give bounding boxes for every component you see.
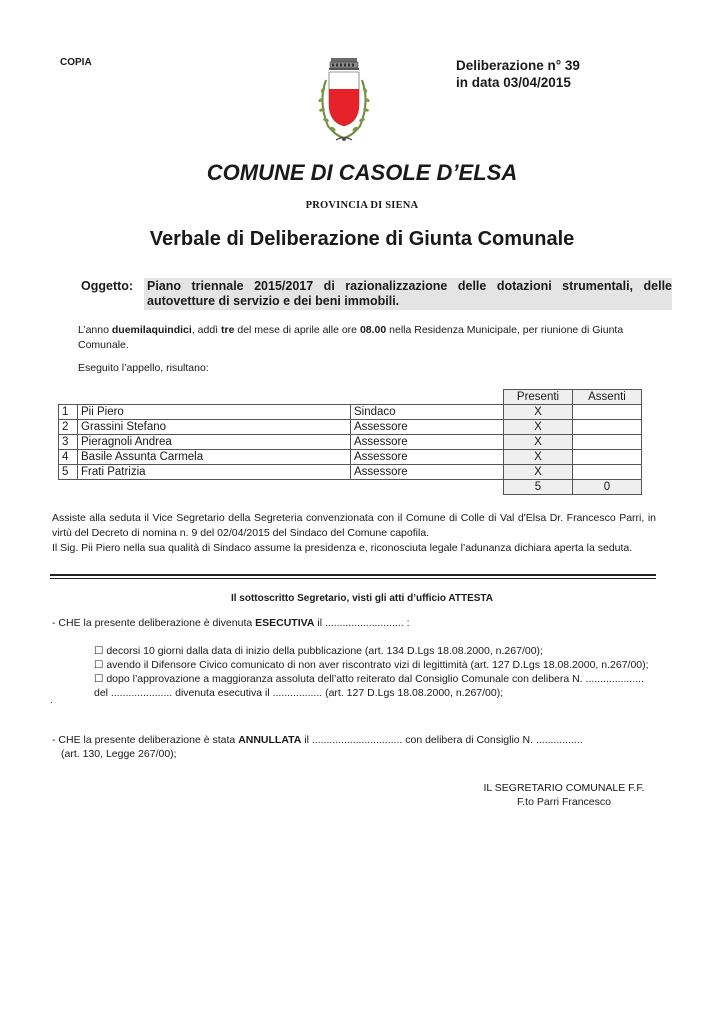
statement-text: il ........................... : [314, 617, 410, 629]
row-number: 5 [59, 465, 78, 480]
present-mark: X [504, 465, 573, 480]
intro-text: L’anno [78, 324, 112, 336]
member-role: Assessore [351, 420, 504, 435]
absent-mark [573, 435, 642, 450]
statement-text: - CHE la presente deliberazione è stata [52, 734, 239, 746]
present-mark: X [504, 435, 573, 450]
coat-of-arms-icon [314, 56, 374, 148]
intro-text: nella Residenza Municipale, per riunione di Giunta Comunale. [78, 324, 624, 351]
attestation-title: Il sottoscritto Segretario, visti gli atti d’ufficio ATTESTA [230, 593, 494, 604]
member-name: Pii Piero [78, 405, 351, 420]
list-item [94, 658, 654, 672]
member-name: Grassini Stefano [78, 420, 351, 435]
absent-mark [573, 420, 642, 435]
row-number: 2 [59, 420, 78, 435]
absent-total: 0 [573, 480, 642, 495]
blank-cell [59, 390, 504, 405]
attendance-notes [52, 511, 656, 556]
copy-label: COPIA [60, 57, 92, 68]
absent-mark [573, 465, 642, 480]
roll-call-text: Eseguito l’appello, risultano: [78, 362, 209, 374]
row-number: 4 [59, 450, 78, 465]
attendance-header-row [59, 390, 642, 405]
year-text: duemilaquindici [111, 324, 192, 336]
intro-text: , addì [191, 324, 222, 336]
member-name: Frati Patrizia [78, 465, 351, 480]
province-subtitle: PROVINCIA DI SIENA [305, 200, 419, 211]
signatory-name: F.to Parri Francesco [517, 796, 611, 808]
table-row [59, 420, 642, 435]
absent-mark [573, 450, 642, 465]
present-header: Presenti [504, 390, 573, 405]
member-role: Assessore [351, 465, 504, 480]
member-name: Pieragnoli Andrea [78, 435, 351, 450]
intro-text: del mese di aprile alle ore [234, 324, 360, 336]
table-row [59, 450, 642, 465]
subject-label: Oggetto: [81, 279, 134, 293]
member-name: Basile Assunta Carmela [78, 450, 351, 465]
document-title: Verbale di Deliberazione di Giunta Comunale [149, 228, 575, 250]
time-text: 08.00 [359, 324, 387, 336]
list-item [94, 644, 654, 658]
law-reference: (art. 130, Legge 267/00); [61, 748, 177, 760]
table-row [59, 465, 642, 480]
table-row [59, 405, 642, 420]
deliberation-reference [456, 57, 580, 91]
present-mark: X [504, 450, 573, 465]
conditions-list [94, 644, 654, 700]
condition-text: avendo il Difensore Civico comunicato di non aver riscontrato vizi di legittimità (art. 127 D.Lgs 18.08.2000, n.267/00); [103, 659, 649, 671]
deliberation-date: in data 03/04/2015 [456, 75, 571, 90]
attendance-table [58, 389, 642, 495]
checkbox-icon: ☐ [94, 659, 104, 671]
subject-text: Piano triennale 2015/2017 di razionalizzazione delle dotazioni strumentali, delle autovetture di servizio e dei beni immobili. [144, 278, 672, 310]
member-role: Assessore [351, 435, 504, 450]
signatory-title: IL SEGRETARIO COMUNALE F.F. [483, 782, 645, 794]
executive-label: ESECUTIVA [255, 617, 315, 629]
statement-text: - CHE la presente deliberazione è divenuta [52, 617, 256, 629]
row-number: 3 [59, 435, 78, 450]
annulled-statement [52, 733, 583, 761]
deliberation-number: Deliberazione n° 39 [456, 58, 580, 73]
member-role: Assessore [351, 450, 504, 465]
member-role: Sindaco [351, 405, 504, 420]
signature-block [474, 781, 654, 809]
checkbox-icon: ☐ [94, 645, 104, 657]
present-mark: X [504, 405, 573, 420]
municipality-title: COMUNE DI CASOLE D’ELSA [206, 160, 518, 185]
present-total: 5 [504, 480, 573, 495]
table-row [59, 435, 642, 450]
blank-cell [59, 480, 504, 495]
absent-mark [573, 405, 642, 420]
list-item [94, 672, 654, 700]
present-mark: X [504, 420, 573, 435]
bullet-dot: . [50, 694, 53, 706]
day-text: tre [221, 324, 235, 336]
row-number: 1 [59, 405, 78, 420]
condition-text: dopo l’approvazione a maggioranza assoluta dell’atto reiterato dal Consiglio Comunale con delibera N. .................... del ..................... divenuta esecutiva il ................. (art. 127 D.Lgs 18.08.2000, n.267/00); [94, 673, 644, 699]
executive-statement [52, 617, 410, 629]
absent-header: Assenti [573, 390, 642, 405]
statement-text: il ............................... con delibera di Consiglio N. ................ [301, 734, 583, 746]
divider [50, 578, 656, 579]
attendance-totals-row [59, 480, 642, 495]
divider [50, 574, 656, 576]
secretary-paragraph: Assiste alla seduta il Vice Segretario della Segreteria convenzionata con il Comune di Colle di Val d'Elsa Dr. Francesco Parri, in virtù del Decreto di nomina n. 9 del 02/04/2015 del Sindaco del Comune capofila. [52, 512, 656, 539]
presidency-paragraph: Il Sig. Pii Piero nella sua qualità di Sindaco assume la presidenza e, riconosciuta legale l’adunanza dichiara aperta la seduta. [52, 542, 633, 554]
condition-text: decorsi 10 giorni dalla data di inizio della pubblicazione (art. 134 D.Lgs 18.08.2000, n.267/00); [103, 645, 543, 657]
checkbox-icon: ☐ [94, 673, 104, 685]
annulled-label: ANNULLATA [238, 734, 302, 746]
intro-paragraph [78, 323, 658, 353]
